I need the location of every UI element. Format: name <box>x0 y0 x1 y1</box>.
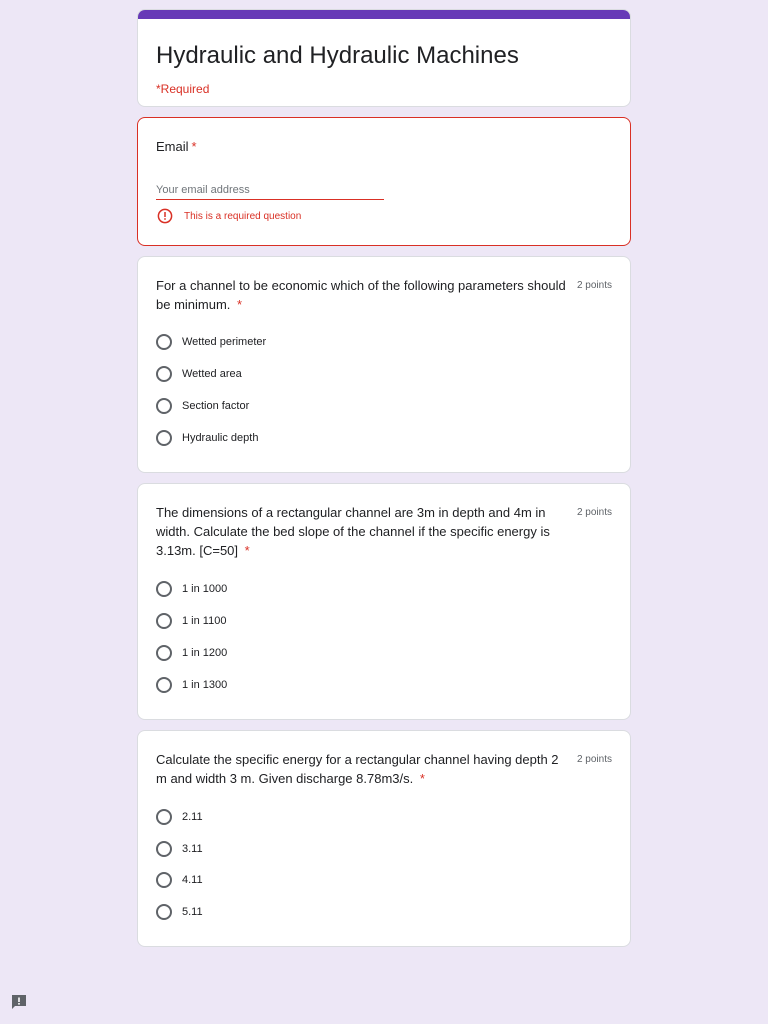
option-label: 4.11 <box>182 874 203 886</box>
radio-button[interactable] <box>156 677 172 693</box>
option-label: 1 in 1000 <box>182 583 228 595</box>
error-icon <box>157 208 173 224</box>
question-text <box>156 750 571 788</box>
required-asterisk: * <box>244 543 250 558</box>
form-header-card <box>137 9 631 107</box>
radio-button[interactable] <box>156 809 172 825</box>
radio-button[interactable] <box>156 841 172 857</box>
question-card <box>137 483 631 720</box>
option-label: 1 in 1100 <box>182 615 227 627</box>
radio-button[interactable] <box>156 334 172 350</box>
radio-option[interactable] <box>156 364 242 384</box>
radio-button[interactable] <box>156 366 172 382</box>
question-points: 2 points <box>576 507 612 518</box>
email-label-text: Email <box>156 139 189 154</box>
option-label: Wetted area <box>182 368 242 380</box>
question-card <box>137 730 631 947</box>
email-label <box>156 139 197 154</box>
question-card <box>137 256 631 473</box>
option-label: Hydraulic depth <box>182 432 259 444</box>
feedback-icon[interactable] <box>10 993 28 1011</box>
question-text-content: The dimensions of a rectangular channel are 3m in depth and 4m in width. Calculate the bed slope of the channel if the specific energy is 3.13m. [C=50] <box>156 505 550 558</box>
radio-option[interactable] <box>156 611 226 631</box>
radio-button[interactable] <box>156 398 172 414</box>
radio-option[interactable] <box>156 807 203 827</box>
question-text <box>156 503 571 560</box>
required-asterisk: * <box>419 771 425 786</box>
required-asterisk: * <box>237 297 243 312</box>
question-text <box>156 276 571 314</box>
radio-button[interactable] <box>156 581 172 597</box>
question-text-content: Calculate the specific energy for a rectangular channel having depth 2 m and width 3 m. Given discharge 8.78m3/s. <box>156 752 559 786</box>
form-title: Hydraulic and Hydraulic Machines <box>156 42 519 69</box>
radio-button[interactable] <box>156 904 172 920</box>
email-field[interactable] <box>156 180 384 200</box>
required-note: *Required <box>156 82 210 96</box>
radio-button[interactable] <box>156 872 172 888</box>
header-accent-bar <box>138 10 630 19</box>
radio-button[interactable] <box>156 613 172 629</box>
question-points: 2 points <box>576 754 612 765</box>
radio-option[interactable] <box>156 902 203 922</box>
radio-option[interactable] <box>156 396 249 416</box>
radio-option[interactable] <box>156 332 266 352</box>
option-label: 1 in 1200 <box>182 647 228 659</box>
option-label: 1 in 1300 <box>182 679 228 691</box>
question-points: 2 points <box>576 280 612 291</box>
required-asterisk: * <box>191 139 197 154</box>
option-label: 2.11 <box>182 811 203 823</box>
email-question-card <box>137 117 631 246</box>
question-text-content: For a channel to be economic which of the following parameters should be minimum. <box>156 278 566 312</box>
option-label: Wetted perimeter <box>182 336 267 348</box>
radio-option[interactable] <box>156 428 258 448</box>
option-label: 5.11 <box>182 906 203 918</box>
radio-option[interactable] <box>156 870 203 890</box>
radio-button[interactable] <box>156 430 172 446</box>
option-label: Section factor <box>182 400 250 412</box>
radio-option[interactable] <box>156 839 203 859</box>
email-error-message: This is a required question <box>184 211 302 222</box>
radio-option[interactable] <box>156 579 227 599</box>
radio-option[interactable] <box>156 643 227 663</box>
option-label: 3.11 <box>182 843 203 855</box>
radio-button[interactable] <box>156 645 172 661</box>
radio-option[interactable] <box>156 675 227 695</box>
